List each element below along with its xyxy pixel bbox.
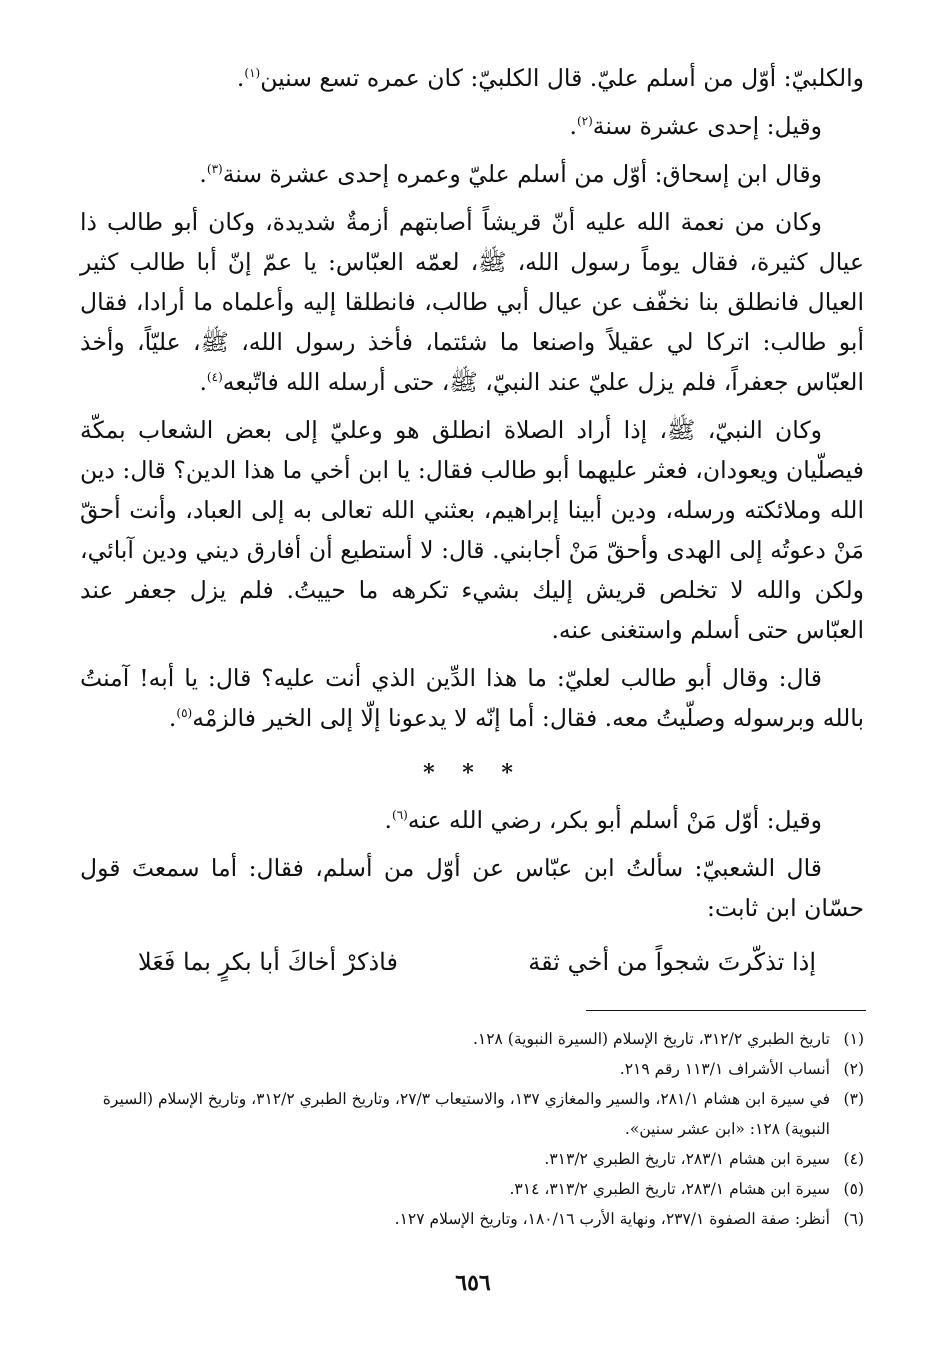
paragraph-4-text: وكان من نعمة الله عليه أنّ قريشاً أصابتهم أزمةٌ شديدة، وكان أبو طالب ذا عيال كثيرة، فقال يوماً رسول الله، ﷺ، لعمّه العبّاس: يا عمّ إنّ أبا طالب كثير العيال فانطلق بنا نخفّف عن عيال أبي طالب، فانطلقا إليه وأعلماه ما أرادا، فقال أبو طالب: اتركا لي عقيلاً واصنعا ما شئتما، فأخذ رسول الله، ﷺ، عليّاً، وأخذ العبّاس جعفراً، فلم يزل عليّ عند النبيّ، ﷺ، حتى أرسله الله فاتّبعه <box>80 208 864 396</box>
paragraph-2-end: . <box>569 112 577 140</box>
paragraph-2-text: وقيل: إحدى عشرة سنة <box>592 112 822 140</box>
paragraph-1 <box>80 58 864 98</box>
paragraph-1-text: والكلبيّ: أوّل من أسلم عليّ. قال الكلبيّ: كان عمره تسع سنين <box>260 64 864 92</box>
verse-second-hemistich: فاذكرْ أخاكَ أبا بكرٍ بما فَعَلا <box>138 948 398 976</box>
paragraph-1-end: . <box>236 64 245 92</box>
footnote-divider <box>586 1010 866 1011</box>
footnote <box>80 1024 864 1054</box>
paragraph-4-end: . <box>199 368 207 396</box>
footnote-number: (٦) <box>843 1210 864 1228</box>
page-number: ٦٥٦ <box>455 1270 491 1296</box>
main-text-continued <box>80 800 864 936</box>
paragraph-6-end: . <box>168 704 177 732</box>
paragraph-7 <box>80 800 864 840</box>
paragraph-2 <box>80 106 864 146</box>
footnote-text: تاريخ الطبري ٣١٢/٢، تاريخ الإسلام (السيرة النبوية) ١٢٨. <box>472 1030 830 1048</box>
main-text <box>80 58 864 746</box>
footnote <box>80 1144 864 1174</box>
footnote-ref-4[interactable]: (٤) <box>206 370 223 385</box>
paragraph-6-text: قال: وقال أبو طالب لعليّ: ما هذا الدِّين الذي أنت عليه؟ قال: يا أبه! آمنتُ بالله وبرسوله وصلّيتُ معه. فقال: أما إنّه لا يدعونا إلّا إلى الخير فالزمْه <box>80 664 864 732</box>
footnote-ref-2[interactable]: (٢) <box>576 114 593 129</box>
footnote-text: سيرة ابن هشام ٢٨٣/١، تاريخ الطبري ٣١٣/٢، ٣١٤. <box>509 1180 830 1198</box>
footnote-number: (٢) <box>843 1060 864 1078</box>
footnote-text: أنساب الأشراف ١١٣/١ رقم ٢١٩. <box>619 1060 830 1078</box>
footnote-number: (١) <box>843 1030 864 1048</box>
paragraph-4 <box>80 202 864 402</box>
footnote <box>80 1204 864 1234</box>
paragraph-6 <box>80 658 864 738</box>
footnote-ref-3[interactable]: (٣) <box>206 162 223 177</box>
footnote-ref-6[interactable]: (٦) <box>392 808 408 823</box>
footnote-text: أنظر: صفة الصفوة ٢٣٧/١، ونهاية الأرب ١٨٠/١٦، وتاريخ الإسلام ١٢٧. <box>394 1210 830 1228</box>
section-separator: * * * <box>423 760 523 786</box>
footnote <box>80 1054 864 1084</box>
paragraph-5: وكان النبيّ، ﷺ، إذا أراد الصلاة انطلق هو وعليّ إلى بعض الشعاب بمكّة فيصلّيان ويعودان، فعثر عليهما أبو طالب فقال: يا ابن أخي ما هذا الدين؟ قال: دين الله وملائكته ورسله، ودين أبينا إبراهيم، بعثني الله تعالى به إلى العباد، وأنت أحقّ مَنْ دعوتُه إلى الهدى وأحقّ مَنْ أجابني. قال: لا أستطيع أن أفارق ديني ودين آبائي، ولكن والله لا تخلص قريش إليك بشيء تكرهه ما حييتُ. فلم يزل جعفر عند العبّاس حتى أسلم واستغنى عنه. <box>80 416 864 644</box>
paragraph-3 <box>80 154 864 194</box>
paragraph-7-end: . <box>384 806 392 834</box>
footnote <box>80 1174 864 1204</box>
poetry-verse <box>80 948 864 976</box>
footnote-number: (٥) <box>843 1180 864 1198</box>
footnote-ref-1[interactable]: (١) <box>244 66 261 81</box>
paragraph-8: قال الشعبيّ: سألتُ ابن عبّاس عن أوّل من أسلم، فقال: أما سمعتَ قول حسّان ابن ثابت: <box>80 854 864 922</box>
footnote-text: سيرة ابن هشام ٢٨٣/١، تاريخ الطبري ٣١٣/٢. <box>544 1150 830 1168</box>
footnote-number: (٣) <box>843 1090 864 1108</box>
footnote-number: (٤) <box>843 1150 864 1168</box>
footnote <box>80 1084 864 1144</box>
footnotes <box>80 1024 864 1234</box>
paragraph-7-text: وقيل: أوّل مَنْ أسلم أبو بكر، رضي الله عنه <box>407 806 822 834</box>
paragraph-3-text: وقال ابن إسحاق: أوّل من أسلم عليّ وعمره إحدى عشرة سنة <box>222 160 822 188</box>
verse-first-hemistich: إذا تذكّرتَ شجواً من أخي ثقة <box>528 948 816 976</box>
footnote-ref-5[interactable]: (٥) <box>176 706 193 721</box>
paragraph-3-end: . <box>199 160 207 188</box>
footnote-text: في سيرة ابن هشام ٢٨١/١، والسير والمغازي ١٣٧، والاستيعاب ٢٧/٣، وتاريخ الطبري ٣١٢/٢، وتاريخ الإسلام (السيرة النبوية) ١٢٨: «ابن عشر سنين». <box>102 1090 830 1138</box>
